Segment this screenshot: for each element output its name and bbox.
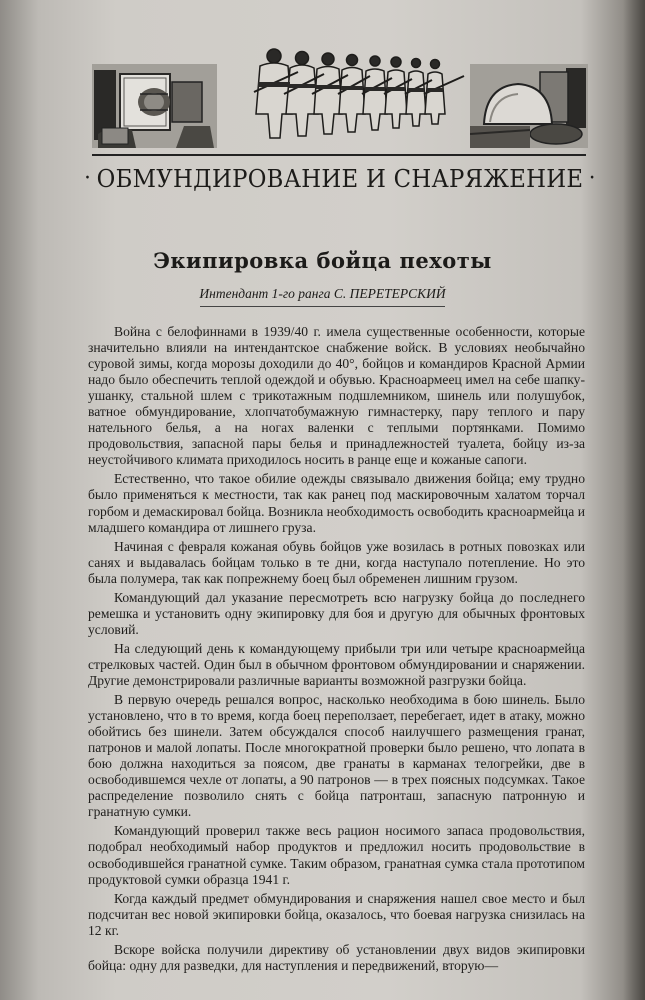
- section-title-text: ОБМУНДИРОВАНИЕ И СНАРЯЖЕНИЕ: [96, 163, 584, 193]
- paragraph: На следующий день к командующему прибыли три или четыре красноармейца стрелковых частей. Один был в обычном фронтовом обмундировании и снаряжении. Другие демонстрировали различные варианты возможной разгрузки бойца.: [88, 640, 585, 688]
- article-byline: Интендант 1-го ранга С. ПЕРЕТЕРСКИЙ: [199, 286, 446, 301]
- paragraph: Когда каждый предмет обмундирования и снаряжения нашел свое место и был подсчитан вес новой экипировки бойца, оказалось, что боевая нагрузка снизилась на 12 кг.: [88, 890, 585, 938]
- supplies-vignette-left: [92, 64, 217, 148]
- paragraph: Командующий проверил также весь рацион носимого запаса продовольствия, подобрал необходимый набор продуктов и предложил носить продовольствие в освободившейся гранатной сумке. Таким образом, гранатная сумка стала прототипом продуктовой сумки образца 1941 г.: [88, 823, 585, 887]
- marching-soldiers-illustration: [242, 42, 467, 148]
- article-body: [88, 324, 585, 977]
- paragraph: Вскоре войска получили директиву об установлении двух видов экипировки бойца: одну для разведки, для наступления и передвижений, вторую—: [88, 941, 585, 973]
- article-title: Экипировка бойца пехоты: [153, 248, 492, 273]
- heading-ornament-dot: ·: [588, 165, 596, 191]
- paragraph: Война с белофиннами в 1939/40 г. имела существенные особенности, которые значительно влияли на интендантское снабжение войск. В условиях необычайно суровой зимы, когда морозы доходили до 40°, бойцов и командиров Красной Армии надо было обеспечить теплой одеждой и обувью. Красноармеец имел на себе шапку-ушанку, стальной шлем с трикотажным подшлемником, шинель или полушубок, ватное обмундирование, хлопчатобумажную гимнастерку, пару теплого и пару нательного белья, а на ногах валенки с теплыми портянками. Помимо продовольствия, запасной пары белья и принадлежностей туалета, бойцу из-за неустойчивого климата приходилось носить в ранце еще и кожаные сапоги.: [88, 324, 585, 468]
- section-rule: [92, 154, 586, 156]
- header-illustration: [92, 42, 590, 150]
- page-fold-shadow: [623, 0, 645, 1000]
- paragraph: Начиная с февраля кожаная обувь бойцов уже возилась в ротных повозках или санях и выдавалась бойцам только в те дни, когда наступало потепление. Но это была полумера, так как попрежнему боец был обременен лишним грузом.: [88, 538, 585, 586]
- heading-ornament-dot: ·: [84, 165, 92, 191]
- section-heading: [84, 158, 596, 198]
- paragraph: В первую очередь решался вопрос, насколько необходима в бою шинель. Было установлено, что в то время, когда боец переползает, перебегает, идет в атаку, можно обойтись без шинели. Затем обсуждался способ наилучшего размещения гранат, патронов и малой лопаты. После многократной проверки было решено, что лопата в бою должна находиться за поясом, две гранаты в карманах телогрейки, две в освободившемся чехле от лопаты, а 90 патронов — в трех поясных подсумках. Такое распределение позволило снять с бойца патронташ, запасную патронную и гранатную сумки.: [88, 692, 585, 820]
- byline-underline: [200, 306, 445, 307]
- paragraph: Командующий дал указание пересмотреть всю нагрузку бойца до последнего ремешка и установить одну экипировку для боя и другую для обычных фронтовых условий.: [88, 589, 585, 637]
- equipment-vignette-right: [470, 64, 588, 148]
- paragraph: Естественно, что такое обилие одежды связывало движения бойца; ему трудно было применяться к местности, так как ранец под маскировочным халатом торчал горбом и демаскировал бойца. Возникла необходимость освободить красноармейца и младшего командира от лишнего груза.: [88, 471, 585, 535]
